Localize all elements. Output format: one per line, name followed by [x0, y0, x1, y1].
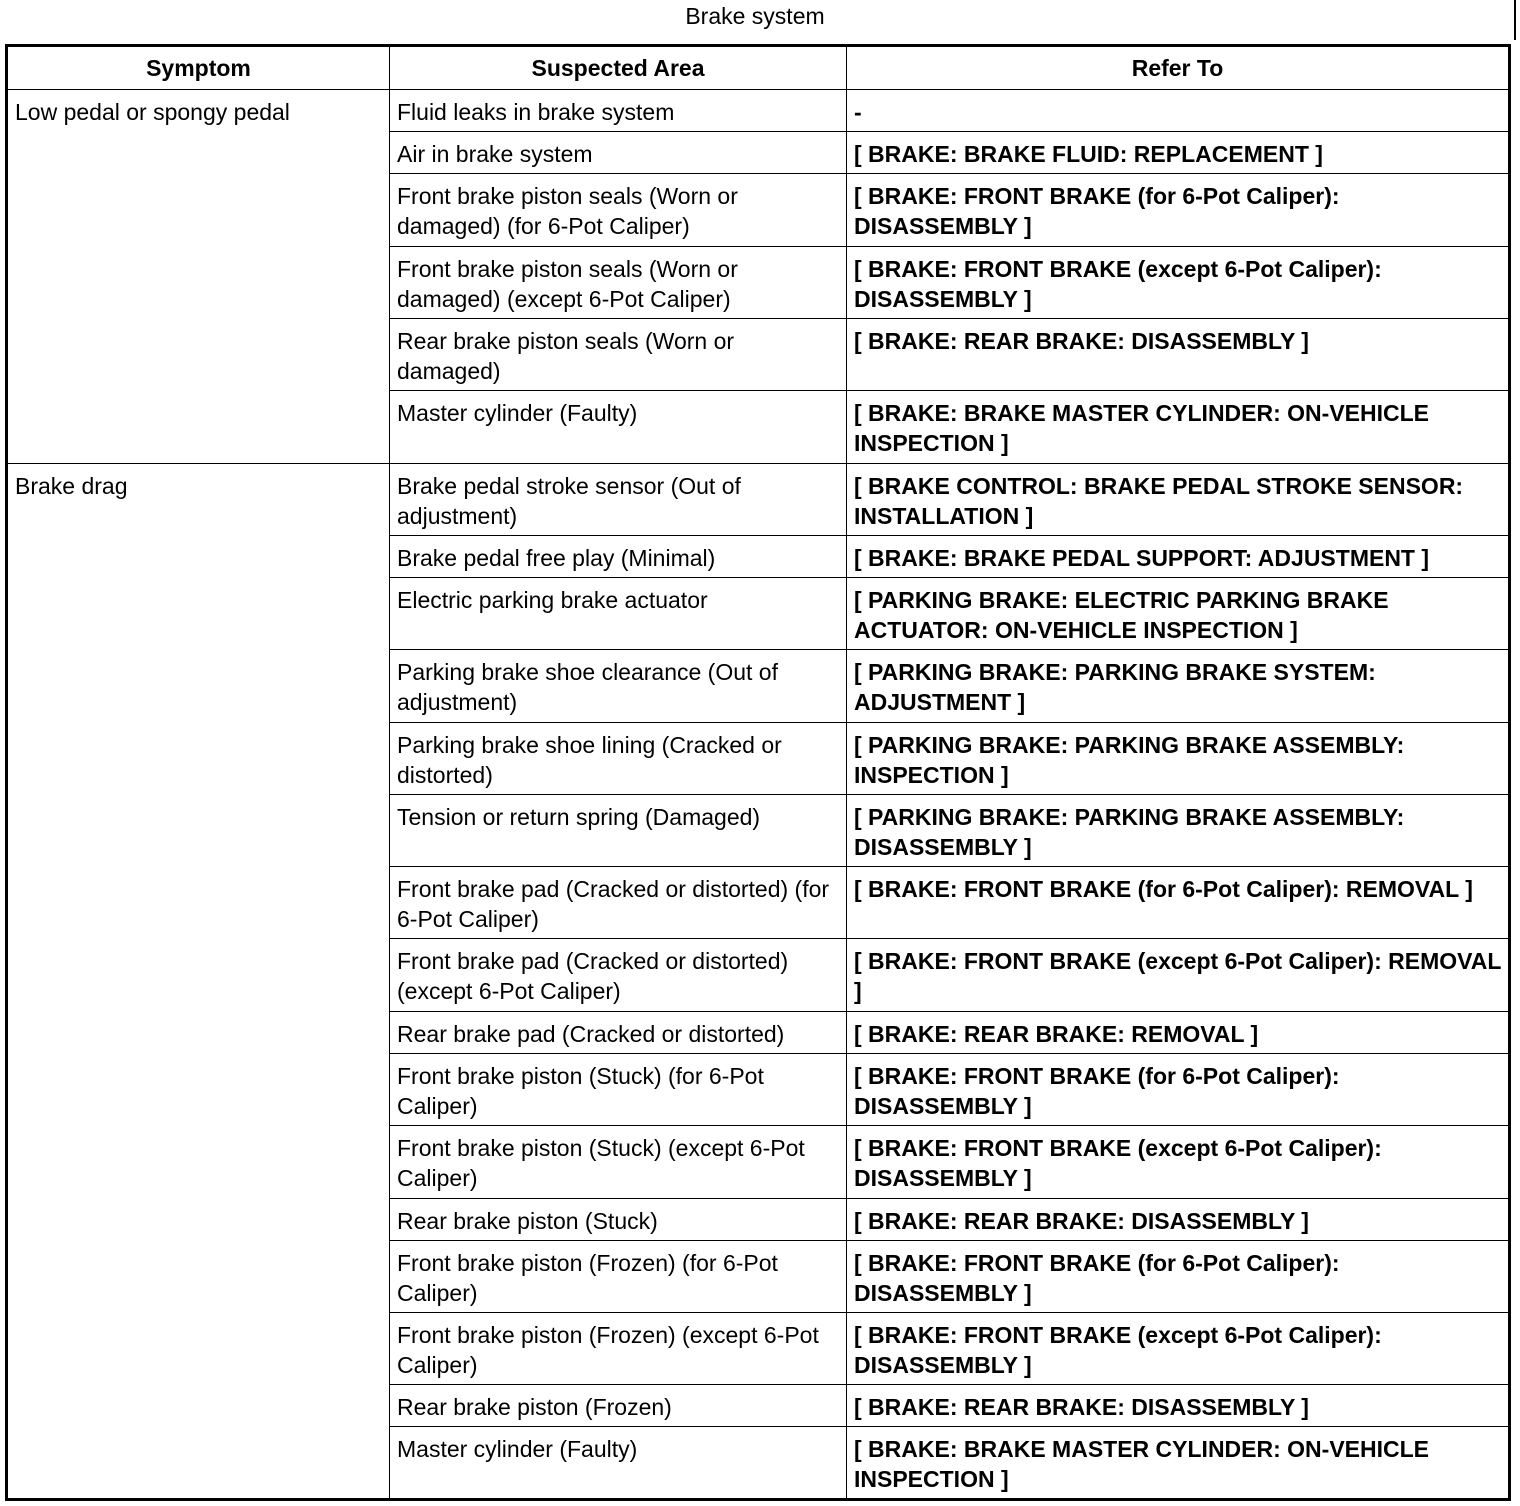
- refer-to-cell: [ BRAKE: BRAKE MASTER CYLINDER: ON-VEHICLE INSPECTION ]: [847, 391, 1510, 463]
- table-caption: Brake system: [685, 3, 825, 29]
- refer-to-cell: [ BRAKE: REAR BRAKE: DISASSEMBLY ]: [847, 1385, 1510, 1427]
- brake-system-table: [5, 44, 1511, 1501]
- refer-to-cell: [ BRAKE: BRAKE MASTER CYLINDER: ON-VEHICLE INSPECTION ]: [847, 1427, 1510, 1500]
- suspected-area-cell: Brake pedal free play (Minimal): [390, 535, 847, 577]
- refer-to-cell: [ BRAKE: FRONT BRAKE (for 6-Pot Caliper): DISASSEMBLY ]: [847, 1240, 1510, 1312]
- suspected-area-cell: Master cylinder (Faulty): [390, 391, 847, 463]
- refer-to-cell: -: [847, 90, 1510, 132]
- table-row: [7, 90, 1510, 132]
- header-refer-to: Refer To: [847, 46, 1510, 90]
- suspected-area-cell: Front brake piston (Frozen) (except 6-Pot Caliper): [390, 1313, 847, 1385]
- refer-to-cell: [ BRAKE: BRAKE PEDAL SUPPORT: ADJUSTMENT ]: [847, 535, 1510, 577]
- suspected-area-cell: Parking brake shoe lining (Cracked or distorted): [390, 722, 847, 794]
- header-symptom: Symptom: [7, 46, 390, 90]
- refer-to-cell: [ BRAKE: FRONT BRAKE (for 6-Pot Caliper): REMOVAL ]: [847, 867, 1510, 939]
- suspected-area-cell: Master cylinder (Faulty): [390, 1427, 847, 1500]
- table-body: [7, 90, 1510, 1500]
- suspected-area-cell: Front brake piston (Stuck) (for 6-Pot Caliper): [390, 1053, 847, 1125]
- suspected-area-cell: Front brake pad (Cracked or distorted) (for 6-Pot Caliper): [390, 867, 847, 939]
- table-row: [7, 463, 1510, 535]
- suspected-area-cell: Front brake piston (Stuck) (except 6-Pot Caliper): [390, 1126, 847, 1198]
- suspected-area-cell: Fluid leaks in brake system: [390, 90, 847, 132]
- suspected-area-cell: Front brake piston seals (Worn or damaged) (except 6-Pot Caliper): [390, 246, 847, 318]
- refer-to-cell: [ BRAKE: FRONT BRAKE (for 6-Pot Caliper): DISASSEMBLY ]: [847, 174, 1510, 246]
- suspected-area-cell: Front brake piston seals (Worn or damaged) (for 6-Pot Caliper): [390, 174, 847, 246]
- suspected-area-cell: Front brake pad (Cracked or distorted) (except 6-Pot Caliper): [390, 939, 847, 1011]
- refer-to-cell: [ BRAKE: REAR BRAKE: REMOVAL ]: [847, 1011, 1510, 1053]
- suspected-area-cell: Rear brake pad (Cracked or distorted): [390, 1011, 847, 1053]
- refer-to-cell: [ PARKING BRAKE: PARKING BRAKE SYSTEM: ADJUSTMENT ]: [847, 650, 1510, 722]
- refer-to-cell: [ BRAKE: REAR BRAKE: DISASSEMBLY ]: [847, 1198, 1510, 1240]
- margin-line: [1514, 0, 1516, 40]
- refer-to-cell: [ PARKING BRAKE: PARKING BRAKE ASSEMBLY: DISASSEMBLY ]: [847, 794, 1510, 866]
- symptom-cell: Brake drag: [7, 463, 390, 1499]
- refer-to-cell: [ BRAKE: FRONT BRAKE (except 6-Pot Caliper): DISASSEMBLY ]: [847, 1126, 1510, 1198]
- header-suspected-area: Suspected Area: [390, 46, 847, 90]
- suspected-area-cell: Air in brake system: [390, 132, 847, 174]
- refer-to-cell: [ BRAKE: FRONT BRAKE (except 6-Pot Caliper): DISASSEMBLY ]: [847, 1313, 1510, 1385]
- suspected-area-cell: Rear brake piston (Frozen): [390, 1385, 847, 1427]
- refer-to-cell: [ BRAKE: BRAKE FLUID: REPLACEMENT ]: [847, 132, 1510, 174]
- suspected-area-cell: Rear brake piston (Stuck): [390, 1198, 847, 1240]
- suspected-area-cell: Brake pedal stroke sensor (Out of adjustment): [390, 463, 847, 535]
- refer-to-cell: [ BRAKE: FRONT BRAKE (for 6-Pot Caliper): DISASSEMBLY ]: [847, 1053, 1510, 1125]
- refer-to-cell: [ BRAKE: REAR BRAKE: DISASSEMBLY ]: [847, 318, 1510, 390]
- header-row: [7, 46, 1510, 90]
- refer-to-cell: [ PARKING BRAKE: ELECTRIC PARKING BRAKE ACTUATOR: ON-VEHICLE INSPECTION ]: [847, 578, 1510, 650]
- suspected-area-cell: Front brake piston (Frozen) (for 6-Pot Caliper): [390, 1240, 847, 1312]
- refer-to-cell: [ BRAKE: FRONT BRAKE (except 6-Pot Caliper): REMOVAL ]: [847, 939, 1510, 1011]
- refer-to-cell: [ PARKING BRAKE: PARKING BRAKE ASSEMBLY: INSPECTION ]: [847, 722, 1510, 794]
- suspected-area-cell: Parking brake shoe clearance (Out of adjustment): [390, 650, 847, 722]
- suspected-area-cell: Electric parking brake actuator: [390, 578, 847, 650]
- suspected-area-cell: Tension or return spring (Damaged): [390, 794, 847, 866]
- symptom-cell: Low pedal or spongy pedal: [7, 90, 390, 464]
- refer-to-cell: [ BRAKE: FRONT BRAKE (except 6-Pot Caliper): DISASSEMBLY ]: [847, 246, 1510, 318]
- suspected-area-cell: Rear brake piston seals (Worn or damaged): [390, 318, 847, 390]
- refer-to-cell: [ BRAKE CONTROL: BRAKE PEDAL STROKE SENSOR: INSTALLATION ]: [847, 463, 1510, 535]
